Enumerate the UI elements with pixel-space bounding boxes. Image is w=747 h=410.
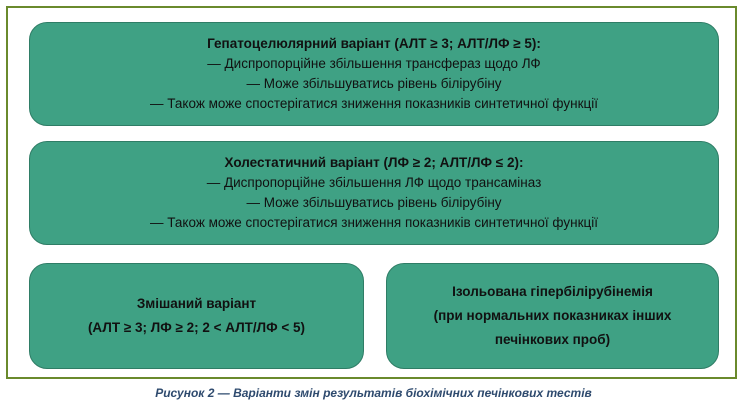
hepatocellular-variant-box [29, 22, 719, 126]
cholestatic-variant-box [29, 141, 719, 245]
isolated-title: Ізольована гіпербілірубінемія [452, 284, 653, 299]
hepatocellular-line-3: — Також може спостерігатися зниження показників синтетичної функції [150, 96, 598, 111]
cholestatic-line-1: — Диспропорційне збільшення ЛФ щодо трансаміназ [206, 175, 542, 190]
mixed-criteria: (АЛТ ≥ 3; ЛФ ≥ 2; 2 < АЛТ/ЛФ < 5) [87, 320, 306, 335]
isolated-note-line-2: печінкових проб) [494, 332, 611, 347]
hepatocellular-title: Гепатоцелюлярний варіант (АЛТ ≥ 3; АЛТ/ЛФ ≥ 5): [207, 36, 541, 51]
cholestatic-line-2: — Може збільшуватись рівень білірубіну [246, 195, 502, 210]
cholestatic-line-3: — Також може спостерігатися зниження показників синтетичної функції [150, 215, 598, 230]
hepatocellular-line-2: — Може збільшуватись рівень білірубіну [246, 76, 502, 91]
hepatocellular-line-1: — Диспропорційне збільшення трансфераз щодо ЛФ [207, 56, 541, 71]
mixed-title: Змішаний варіант [136, 296, 257, 311]
isolated-hyperbilirubinemia-box [386, 263, 719, 369]
cholestatic-title: Холестатичний варіант (ЛФ ≥ 2; АЛТ/ЛФ ≤ 2): [224, 155, 524, 170]
figure-caption: Рисунок 2 — Варіанти змін результатів біохімічних печінкових тестів [155, 386, 592, 400]
isolated-note-line-1: (при нормальних показниках інших [433, 308, 672, 323]
mixed-variant-box [29, 263, 364, 369]
